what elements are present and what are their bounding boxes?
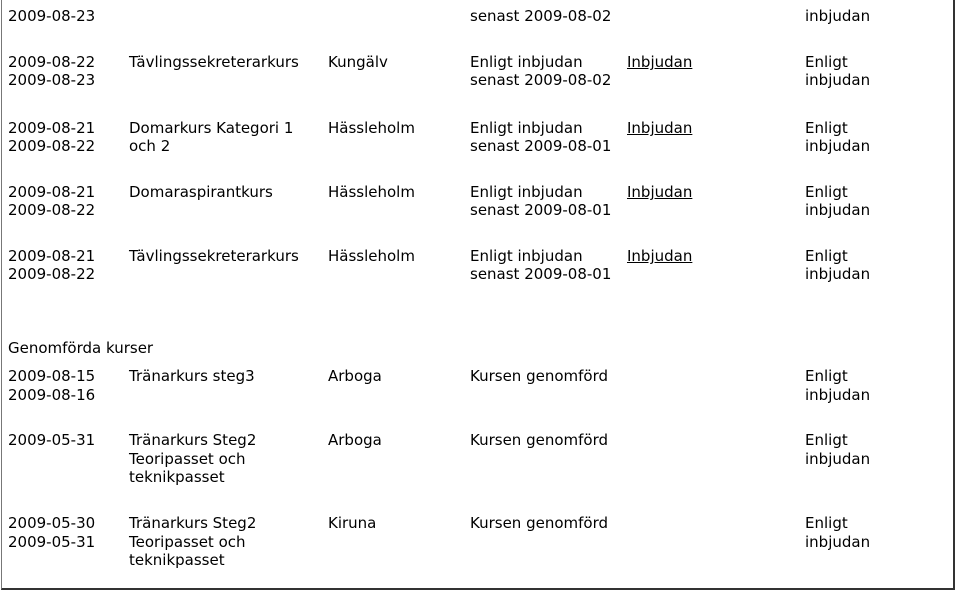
type-label: inbjudan (805, 386, 871, 404)
date-end: 2009-08-22 (8, 201, 96, 219)
deadline-date: senast 2009-08-01 (470, 201, 612, 219)
location: Hässleholm (328, 183, 415, 201)
date-start: 2009-05-31 (8, 431, 96, 449)
date-start: 2009-08-21 (8, 119, 96, 137)
location: Hässleholm (328, 119, 415, 137)
date-start: 2009-08-22 (8, 53, 96, 71)
type-label: inbjudan (805, 201, 871, 219)
course-name: teknikpasset (129, 468, 225, 486)
course-name: Teoripasset och (129, 533, 246, 551)
course-name: och 2 (129, 137, 171, 155)
type-label: inbjudan (805, 137, 871, 155)
course-name: Tävlingssekreterarkurs (129, 247, 299, 265)
type-label: Enligt (805, 183, 848, 201)
course-status: Kursen genomförd (470, 367, 609, 385)
deadline-date: senast 2009-08-01 (470, 265, 612, 283)
type-label: inbjudan (805, 450, 871, 468)
type-label: inbjudan (805, 533, 871, 551)
type-label: inbjudan (805, 71, 871, 89)
deadline: senast 2009-08-02 (470, 7, 612, 25)
invitation-link[interactable]: Inbjudan (627, 119, 693, 137)
location: Hässleholm (328, 247, 415, 265)
invitation-link[interactable]: Inbjudan (627, 183, 693, 201)
deadline: Enligt inbjudan (470, 119, 583, 137)
type-label: Enligt (805, 367, 848, 385)
deadline-date: senast 2009-08-01 (470, 137, 612, 155)
course-name: Tränarkurs Steg2 (129, 514, 257, 532)
course-name: Domarkurs Kategori 1 (129, 119, 294, 137)
course-name: teknikpasset (129, 551, 225, 569)
course-name: Tränarkurs steg3 (129, 367, 255, 385)
course-name: Teoripasset och (129, 450, 246, 468)
deadline-date: senast 2009-08-02 (470, 71, 612, 89)
date-end: 2009-05-31 (8, 533, 96, 551)
course-name: Domaraspirantkurs (129, 183, 273, 201)
date-start: 2009-05-30 (8, 514, 96, 532)
date-end: 2009-08-23 (8, 71, 96, 89)
type-label: inbjudan (805, 265, 871, 283)
course-name: Tränarkurs Steg2 (129, 431, 257, 449)
deadline: Enligt inbjudan (470, 247, 583, 265)
deadline: Enligt inbjudan (470, 183, 583, 201)
date-end: 2009-08-23 (8, 7, 96, 25)
type-label: Enligt (805, 53, 848, 71)
section-heading: Genomförda kurser (8, 339, 154, 357)
type-label: inbjudan (805, 7, 871, 25)
course-name: Tävlingssekreterarkurs (129, 53, 299, 71)
course-status: Kursen genomförd (470, 514, 609, 532)
deadline: Enligt inbjudan (470, 53, 583, 71)
date-end: 2009-08-16 (8, 386, 96, 404)
type-label: Enligt (805, 247, 848, 265)
location: Arboga (328, 431, 382, 449)
invitation-link[interactable]: Inbjudan (627, 247, 693, 265)
location: Arboga (328, 367, 382, 385)
date-start: 2009-08-21 (8, 183, 96, 201)
date-start: 2009-08-21 (8, 247, 96, 265)
invitation-link[interactable]: Inbjudan (627, 53, 693, 71)
date-end: 2009-08-22 (8, 265, 96, 283)
location: Kiruna (328, 514, 377, 532)
location: Kungälv (328, 53, 388, 71)
course-status: Kursen genomförd (470, 431, 609, 449)
type-label: Enligt (805, 119, 848, 137)
type-label: Enligt (805, 514, 848, 532)
type-label: Enligt (805, 431, 848, 449)
date-start: 2009-08-15 (8, 367, 96, 385)
date-end: 2009-08-22 (8, 137, 96, 155)
